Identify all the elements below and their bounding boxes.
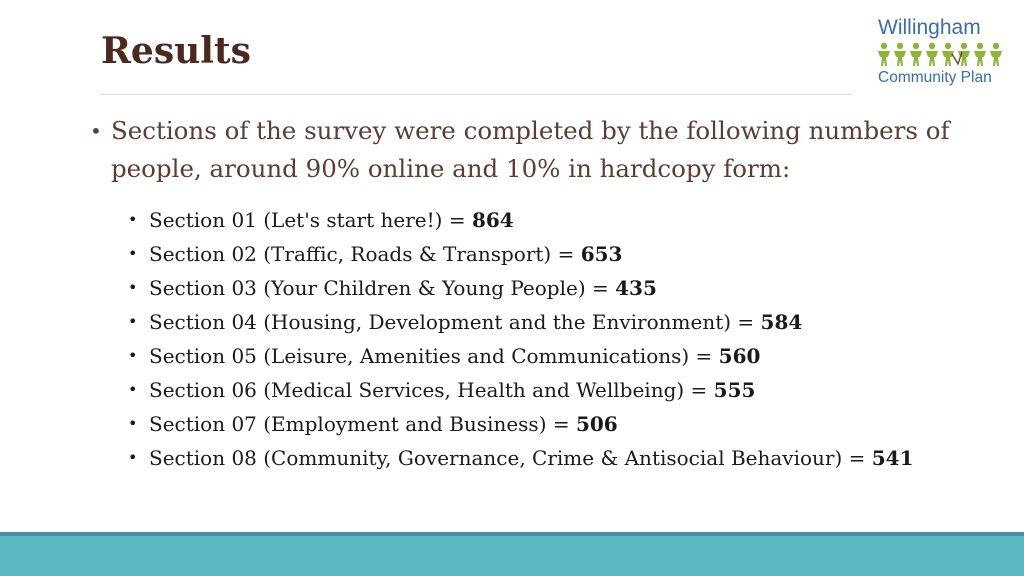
page-title: Results (101, 30, 251, 72)
bullet-icon: • (128, 210, 138, 229)
section-label: Section 03 (Your Children & Young People) = (149, 276, 616, 300)
section-label: Section 04 (Housing, Development and the Environment) = (149, 310, 761, 334)
section-count: 435 (615, 276, 657, 300)
section-label: Section 02 (Traffic, Roads & Transport) = (149, 242, 581, 266)
bullet-icon: • (128, 380, 138, 399)
section-count: 555 (713, 378, 756, 402)
bullet-icon: • (90, 119, 102, 143)
bullet-icon: • (128, 414, 138, 433)
section-label: Section 05 (Leisure, Amenities and Communications) = (149, 344, 719, 368)
section-count: 584 (760, 310, 803, 334)
bullet-icon: • (128, 244, 138, 263)
bullet-icon: • (128, 346, 138, 365)
bullet-icon: • (128, 312, 138, 331)
section-count: 653 (580, 242, 623, 266)
people-icon (876, 42, 1006, 68)
list-item (128, 339, 914, 373)
intro-paragraph (90, 112, 990, 188)
sections-list (128, 203, 914, 475)
section-label: Section 06 (Medical Services, Health and Wellbeing) = (149, 378, 714, 402)
list-item (128, 373, 914, 407)
bullet-icon: • (128, 448, 138, 467)
section-label: Section 08 (Community, Governance, Crime & Antisocial Behaviour) = (149, 446, 872, 470)
section-count: 506 (575, 412, 618, 436)
list-item (128, 271, 914, 305)
section-label: Section 01 (Let's start here!) = (149, 208, 472, 232)
list-item (128, 203, 914, 237)
logo-top-text: Willingham (878, 16, 981, 39)
list-item (128, 441, 914, 475)
footer-bar (0, 536, 1024, 576)
section-count: 541 (871, 446, 914, 470)
logo-bottom-text: Community Plan (878, 69, 992, 86)
section-count: 864 (471, 208, 514, 232)
willingham-logo (872, 14, 1012, 94)
section-count: 560 (718, 344, 761, 368)
list-item (128, 237, 914, 271)
title-divider (100, 94, 852, 95)
list-item (128, 305, 914, 339)
bullet-icon: • (128, 278, 138, 297)
intro-text: Sections of the survey were completed by the following numbers of people, around 90% online and 10% in hardcopy form: (111, 116, 950, 183)
section-label: Section 07 (Employment and Business) = (149, 412, 576, 436)
list-item (128, 407, 914, 441)
